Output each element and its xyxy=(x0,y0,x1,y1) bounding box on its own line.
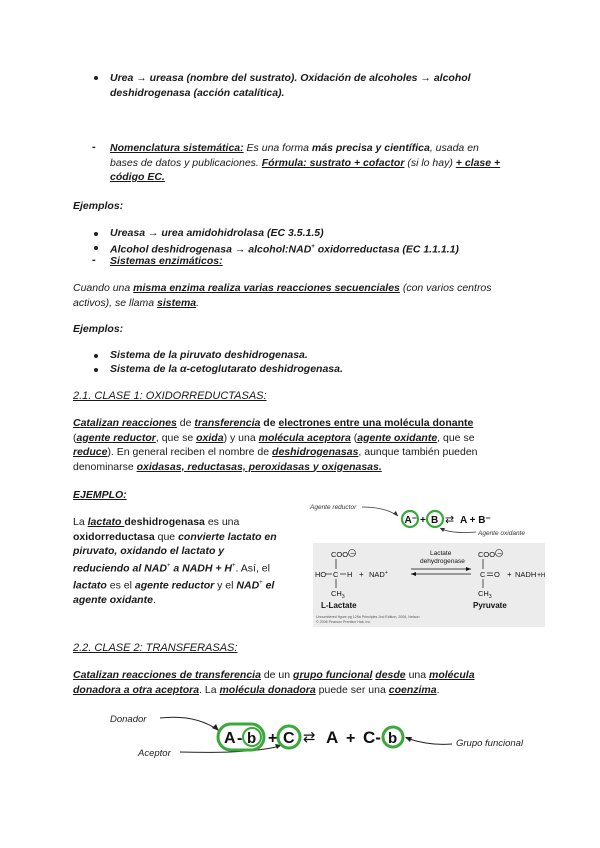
text: código EC. xyxy=(110,171,165,183)
text: . Así, el xyxy=(235,562,270,574)
text: más precisa y científica xyxy=(311,142,430,154)
text: activos), se llama xyxy=(73,296,158,309)
sup: + xyxy=(166,562,171,569)
lactate-reaction xyxy=(313,543,545,627)
text: oxidorreductasa (EC 1.1.1.1) xyxy=(314,243,459,256)
text: reduciendo al NAD xyxy=(73,562,167,574)
plus-1: + xyxy=(359,570,364,579)
text: ( xyxy=(73,431,77,444)
text: Cuando una xyxy=(73,282,134,294)
text: desde xyxy=(375,669,406,681)
text: denominarse xyxy=(73,460,137,473)
text: (si lo hay) xyxy=(404,156,456,169)
bullet xyxy=(94,232,98,236)
text: ). En general reciben el nombre de xyxy=(107,446,273,458)
c-text: C xyxy=(480,570,486,579)
plus-2: + xyxy=(507,570,512,579)
donador-label: Donador xyxy=(110,714,147,725)
text: sistema xyxy=(157,296,197,309)
text: agente reductor xyxy=(134,579,215,591)
arrowhead xyxy=(212,724,219,731)
sistema-paragraph xyxy=(73,281,543,310)
text: misma enzima realiza varias reacciones secuenciales xyxy=(133,282,400,294)
text: transferencia xyxy=(194,417,261,429)
text: oxidorreductasa xyxy=(73,530,155,543)
ch3-pyruvate: $CH_3$ xyxy=(478,589,492,600)
agent-reductor-label: Agente reductor xyxy=(310,504,357,511)
c-text: C xyxy=(333,570,339,579)
bullet xyxy=(94,76,98,80)
text: . xyxy=(196,296,200,309)
line: Urea → ureasa (nombre del sustrato). Oxidación de alcoholes → alcohol xyxy=(110,72,471,84)
section-heading: Ejemplos: xyxy=(73,323,124,335)
text: una xyxy=(405,669,430,681)
ch3-lactate: $CH_3$ xyxy=(331,589,345,600)
text: molécula donadora xyxy=(219,683,316,696)
products-text: A + B⁻ xyxy=(460,515,491,526)
bullet xyxy=(94,368,98,372)
coo-pyruvate: COO xyxy=(478,550,496,559)
text: convierte lactato en xyxy=(178,530,277,543)
agent-oxidante-label: Agente oxidante xyxy=(478,530,525,537)
text: Es una forma xyxy=(243,142,312,154)
text: ) y una xyxy=(223,431,259,444)
text: ( xyxy=(350,431,358,444)
list-item: Sistemas enzimáticos: xyxy=(110,255,223,267)
line: deshidrogenasa (acción catalítica). xyxy=(110,86,285,99)
enzyme-name-2: dehydrogenase xyxy=(420,558,465,565)
plus-sign: + xyxy=(268,730,278,747)
text: agente reductor xyxy=(76,431,156,444)
donador-arrow xyxy=(160,717,218,730)
equilibrium-arrows: ⇄ xyxy=(303,728,316,746)
a-minus-text: A⁻ xyxy=(404,515,417,526)
text: electrones entre una molécula donante xyxy=(278,417,474,429)
oxidante-arrow xyxy=(440,528,476,533)
text: , aunque también pueden xyxy=(358,446,478,458)
text: , que se xyxy=(437,431,475,444)
reductor-arrow xyxy=(362,507,398,516)
text: . xyxy=(152,593,156,606)
text: a NADH + H xyxy=(170,562,233,574)
text: de xyxy=(260,417,279,429)
text: de un xyxy=(260,669,294,681)
text: puede ser una xyxy=(315,683,389,696)
prod-c: C- xyxy=(363,728,381,747)
arrowhead xyxy=(405,737,412,742)
bullet-text xyxy=(110,71,471,100)
sup: + xyxy=(311,244,315,250)
transfer-diagram xyxy=(100,706,550,766)
grupo-label: Grupo funcional xyxy=(456,738,524,749)
coo-lactate: COO xyxy=(331,550,349,559)
text: que xyxy=(154,530,179,543)
text: lactato xyxy=(73,579,107,591)
dash-bullet: - xyxy=(92,141,96,153)
o-text: O xyxy=(494,570,500,579)
text: deshidrogenasa xyxy=(124,516,205,528)
text: + clase + xyxy=(455,156,501,169)
plus-3: + xyxy=(537,572,542,579)
sup: + xyxy=(259,579,263,586)
lactate-label: L-Lactate xyxy=(321,601,357,610)
text: Fórmula: sustrato + cofactor xyxy=(261,156,405,169)
text: reduce xyxy=(73,446,108,458)
h-text: H xyxy=(347,570,353,579)
aceptor-label: Aceptor xyxy=(138,748,171,759)
text: La xyxy=(73,516,88,528)
plus-sign: + xyxy=(420,515,426,526)
text: lactato xyxy=(87,516,125,528)
clase2-heading: 2.2. CLASE 2: TRANSFERASAS: xyxy=(73,642,238,654)
text: , usada en xyxy=(429,142,479,154)
bullet xyxy=(94,354,98,358)
text: es el xyxy=(106,579,135,591)
text: grupo funcional xyxy=(293,669,373,681)
text: de xyxy=(176,417,195,429)
ab-a: A xyxy=(224,730,236,747)
charge-minus: − xyxy=(497,549,503,558)
nad-text: NAD+ xyxy=(369,570,388,579)
text: bases de datos y publicaciones. xyxy=(110,156,262,169)
b-text: B xyxy=(431,515,439,526)
text: coenzima xyxy=(388,683,437,696)
text: molécula xyxy=(429,669,475,681)
list-item: Sistema de la α-cetoglutarato deshidrogenasa. xyxy=(110,363,343,375)
text: piruvato, oxidando el lactato y xyxy=(73,545,225,557)
redox-diagram xyxy=(300,498,540,538)
ho-text: HO xyxy=(315,570,327,579)
clase2-paragraph xyxy=(73,668,543,697)
ab-b: b xyxy=(247,730,257,747)
section-heading: Ejemplos: xyxy=(73,200,124,212)
enzyme-name-1: Lactate xyxy=(430,550,452,557)
ejemplo-heading: EJEMPLO: xyxy=(73,489,127,501)
text: molécula aceptora xyxy=(258,431,351,444)
clase1-paragraph xyxy=(73,416,543,474)
clase1-heading: 2.1. CLASE 1: OXIDORREDUCTASAS: xyxy=(73,390,267,402)
text: es una xyxy=(204,516,240,528)
systematic-paragraph xyxy=(110,141,540,185)
text: agente oxidante xyxy=(357,431,438,444)
text: y el xyxy=(214,579,237,591)
nadh-text: NADH xyxy=(515,570,537,579)
systematic-title: Nomenclatura sistemática: xyxy=(110,142,244,154)
dash-bullet: - xyxy=(92,254,96,266)
grupo-arrow xyxy=(406,738,452,744)
list-item: Sistema de la piruvato deshidrogenasa. xyxy=(110,349,308,361)
text: oxidasas, reductasas, peroxidasas y oxigenasas. xyxy=(136,460,382,473)
bullet xyxy=(94,246,98,250)
charge-minus: − xyxy=(350,549,356,558)
text: . xyxy=(436,683,440,696)
text: donadora a otra aceptora xyxy=(73,683,200,696)
text: deshidrogenasas xyxy=(272,446,359,458)
h-plus-text: H xyxy=(541,573,545,579)
text: Alcohol deshidrogenasa → alcohol:NAD xyxy=(110,243,312,256)
text: Catalizan reacciones xyxy=(73,417,177,429)
text: el xyxy=(262,579,275,591)
sup: + xyxy=(232,562,236,569)
text: agente oxidante xyxy=(73,593,153,606)
figure-credit-1: Unnumbered figure pg 129a Principles 2nd Edition, 2006, Nelson xyxy=(316,615,420,619)
text: , que se xyxy=(155,431,197,444)
plus-sign: + xyxy=(346,730,356,747)
text: NAD xyxy=(236,579,260,591)
list-item: Ureasa → urea amidohidrolasa (EC 3.5.1.5) xyxy=(110,227,324,239)
c-text: C xyxy=(283,730,295,747)
prod-b: b xyxy=(388,730,398,747)
text: Catalizan reacciones de transferencia xyxy=(73,669,261,681)
text: . La xyxy=(199,683,220,696)
equilibrium-arrows: ⇄ xyxy=(445,513,455,526)
text: (con varios centros xyxy=(399,282,492,294)
ab-dash: - xyxy=(237,730,243,747)
text: oxida xyxy=(196,431,224,444)
figure-credit-2: © 2006 Pearson Prentice Hall, Inc. xyxy=(316,620,372,624)
prod-a: A xyxy=(326,728,339,747)
arrowhead xyxy=(393,511,398,516)
ejemplo-paragraph xyxy=(73,515,293,607)
pyruvate-label: Pyruvate xyxy=(473,601,507,610)
